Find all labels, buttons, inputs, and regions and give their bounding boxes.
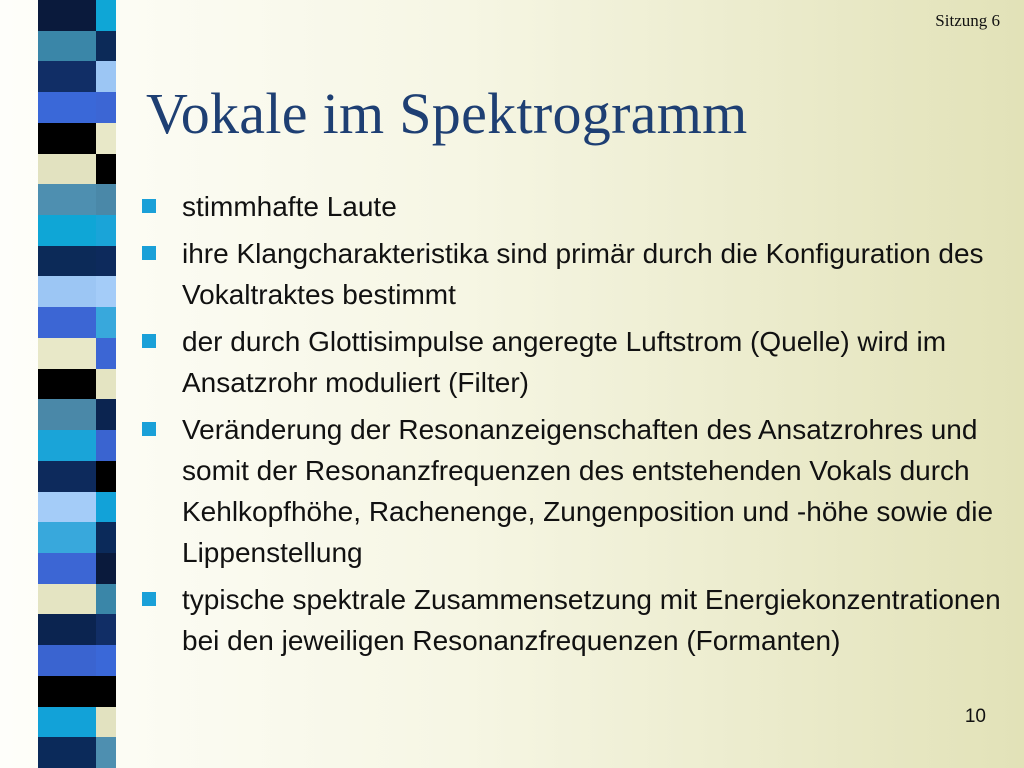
bullet-text: ihre Klangcharakteristika sind primär durch die Konfiguration des Vokaltraktes bestimmt — [182, 238, 984, 310]
stripe-segment — [38, 676, 96, 707]
stripe-edge-segment — [96, 0, 116, 31]
stripe-edge-segment — [96, 707, 116, 738]
stripe-segment — [38, 737, 96, 768]
stripe-segment — [38, 399, 96, 430]
bullet-item — [140, 186, 1010, 227]
stripe-edge-segment — [96, 276, 116, 307]
bullet-item — [140, 579, 1010, 661]
bullet-list — [140, 186, 1010, 667]
stripe-segment — [38, 31, 96, 62]
stripe-edge-segment — [96, 154, 116, 185]
stripe-edge-segment — [96, 307, 116, 338]
square-bullet-icon — [142, 592, 156, 606]
stripe-edge-segment — [96, 430, 116, 461]
decorative-stripe-edge — [96, 0, 116, 768]
stripe-edge-segment — [96, 399, 116, 430]
stripe-segment — [38, 276, 96, 307]
stripe-segment — [38, 522, 96, 553]
stripe-edge-segment — [96, 614, 116, 645]
stripe-edge-segment — [96, 184, 116, 215]
stripe-edge-segment — [96, 31, 116, 62]
stripe-segment — [38, 0, 96, 31]
stripe-edge-segment — [96, 522, 116, 553]
stripe-edge-segment — [96, 492, 116, 523]
stripe-edge-segment — [96, 553, 116, 584]
stripe-edge-segment — [96, 737, 116, 768]
stripe-segment — [38, 154, 96, 185]
stripe-edge-segment — [96, 369, 116, 400]
square-bullet-icon — [142, 246, 156, 260]
stripe-edge-segment — [96, 246, 116, 277]
decorative-stripe-bar — [38, 0, 96, 768]
stripe-edge-segment — [96, 584, 116, 615]
stripe-segment — [38, 92, 96, 123]
stripe-segment — [38, 430, 96, 461]
stripe-segment — [38, 707, 96, 738]
bullet-item — [140, 233, 1010, 315]
stripe-segment — [38, 645, 96, 676]
square-bullet-icon — [142, 199, 156, 213]
page-number: 10 — [964, 706, 986, 727]
bullet-text: Veränderung der Resonanzeigenschaften des Ansatzrohres und somit der Resonanzfrequenzen des entstehenden Vokals durch Kehlkopfhöhe, Rachenenge, Zungenposition und -höhe sowie die Lippenstellung — [182, 414, 994, 568]
stripe-segment — [38, 369, 96, 400]
bullet-text: stimmhafte Laute — [182, 191, 397, 222]
slide-title: Vokale im Spektrogramm — [146, 81, 748, 146]
stripe-segment — [38, 584, 96, 615]
stripe-edge-segment — [96, 92, 116, 123]
stripe-edge-segment — [96, 461, 116, 492]
bullet-text: typische spektrale Zusammensetzung mit Energiekonzentrationen bei den jeweiligen Resonanzfrequenzen (Formanten) — [182, 584, 1001, 656]
stripe-segment — [38, 215, 96, 246]
square-bullet-icon — [142, 334, 156, 348]
stripe-segment — [38, 123, 96, 154]
stripe-edge-segment — [96, 338, 116, 369]
stripe-edge-segment — [96, 676, 116, 707]
bullet-item — [140, 321, 1010, 403]
stripe-segment — [38, 553, 96, 584]
stripe-segment — [38, 184, 96, 215]
bullet-item — [140, 409, 1010, 573]
stripe-segment — [38, 492, 96, 523]
stripe-edge-segment — [96, 61, 116, 92]
session-label: Sitzung 6 — [935, 11, 1000, 30]
stripe-segment — [38, 614, 96, 645]
stripe-segment — [38, 307, 96, 338]
stripe-segment — [38, 461, 96, 492]
stripe-segment — [38, 338, 96, 369]
square-bullet-icon — [142, 422, 156, 436]
stripe-segment — [38, 246, 96, 277]
stripe-edge-segment — [96, 215, 116, 246]
bullet-text: der durch Glottisimpulse angeregte Luftstrom (Quelle) wird im Ansatzrohr moduliert (Filter) — [182, 326, 947, 398]
stripe-edge-segment — [96, 123, 116, 154]
stripe-edge-segment — [96, 645, 116, 676]
stripe-segment — [38, 61, 96, 92]
